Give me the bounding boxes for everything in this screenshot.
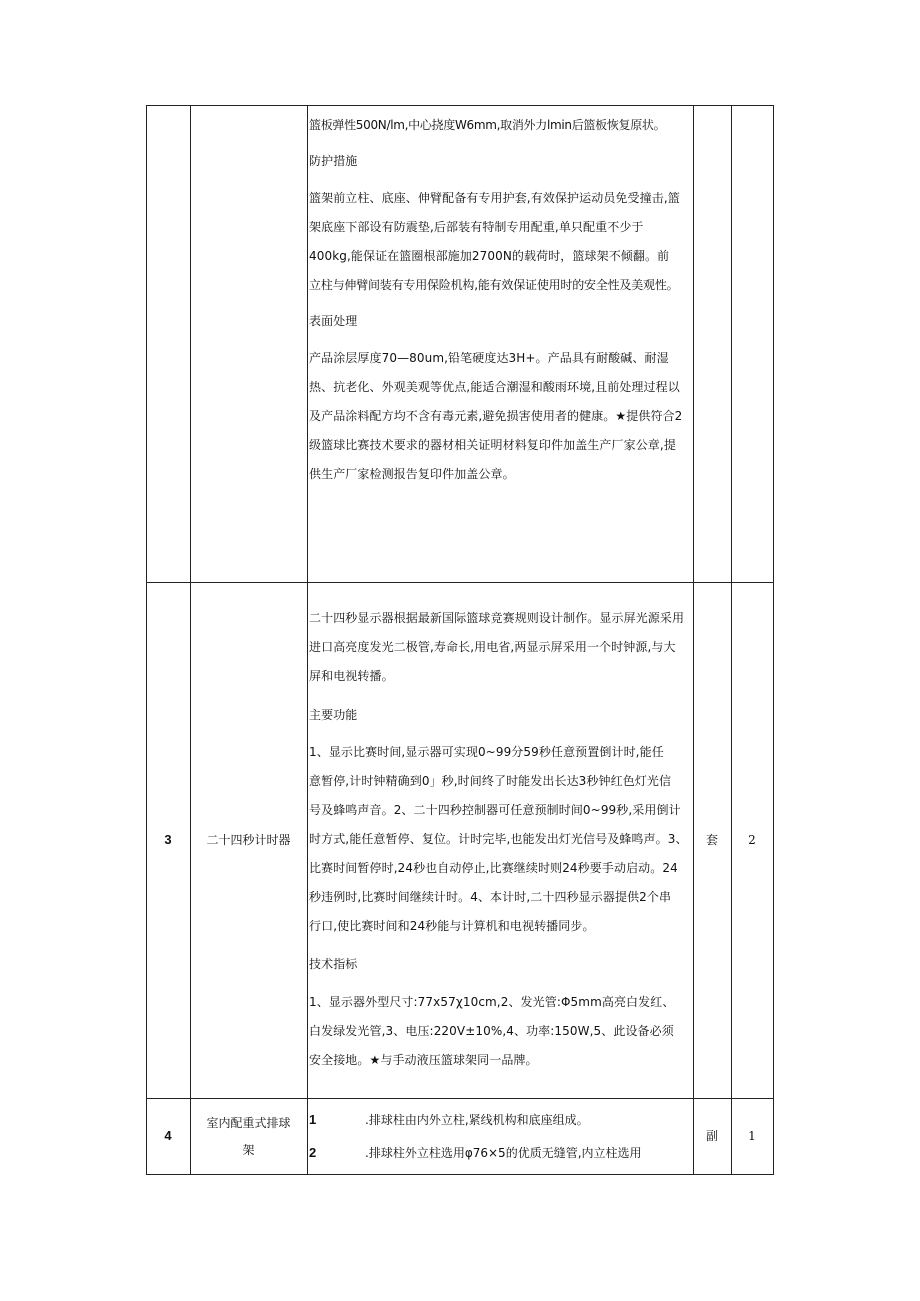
section-heading: 主要功能 — [309, 708, 358, 722]
section-heading: 表面处理 — [309, 314, 358, 328]
spec-line: 篮架前立柱、底座、伸臂配备有专用护套,有效保护运动员免受撞击,篮 — [309, 191, 680, 205]
spec-line: 进口高亮度发光二极管,寿命长,用电省,两显示屏采用一个时钟源,与大 — [309, 640, 676, 654]
col-border — [773, 105, 774, 1175]
spec-line: 立柱与伸臂间装有专用保险机构,能有效保证使用时的安全性及美观性。 — [309, 278, 679, 292]
row-number: 4 — [164, 1128, 172, 1143]
item-name: 二十四秒计时器 — [206, 833, 291, 847]
spec-line: 号及蜂鸣声音。2、二十四秒控制器可任意预制时间0~99秒,采用倒计 — [309, 803, 681, 817]
spec-line: 产品涂层厚度70—80um,铅笔硬度达3H+。产品具有耐酸碱、耐湿 — [309, 351, 669, 365]
spec-line: 供生产厂家检测报告复印件加盖公章。 — [309, 467, 515, 481]
spec-line: 行口,使比赛时间和24秒能与计算机和电视转播同步。 — [309, 919, 595, 933]
col-border — [190, 105, 191, 1175]
spec-line: 二十四秒显示器根据最新国际篮球竞赛规则设计制作。显示屏光源采用 — [309, 611, 685, 625]
row-divider — [146, 582, 774, 583]
spec-line: 白发绿发光管,3、电压:220V±10%,4、功率:150W,5、此设备必须 — [309, 1024, 674, 1038]
spec-line: 热、抗老化、外观美观等优点,能适合潮湿和酸雨环境,且前处理过程以 — [309, 380, 680, 394]
unit: 副 — [705, 1129, 718, 1143]
row-number: 3 — [164, 832, 172, 847]
list-item: .排球柱外立柱选用φ76×5的优质无缝管,内立柱选用 — [365, 1146, 642, 1160]
row-divider — [146, 1098, 774, 1099]
spec-line: 篮板弹性500N/lm,中心挠度W6mm,取消外力lmin后篮板恢复原状。 — [309, 118, 666, 132]
section-heading: 防护措施 — [309, 154, 358, 168]
spec-line: 屏和电视转播。 — [309, 669, 394, 683]
list-number: 1 — [309, 1112, 317, 1127]
spec-line: 1、显示器外型尺寸:77x57χ10cm,2、发光管:Φ5mm高亮白发红、 — [309, 995, 675, 1009]
spec-line: 级篮球比赛技术要求的器材相关证明材料复印件加盖生产厂家公章,提 — [309, 438, 676, 452]
table-bottom-border — [146, 1174, 774, 1175]
spec-line: 及产品涂料配方均不含有毒元素,避免损害使用者的健康。★提供符合2 — [309, 409, 683, 423]
col-border — [307, 105, 308, 1175]
section-heading: 技术指标 — [309, 957, 358, 971]
spec-line: 400kg,能保证在篮圈根部施加2700N的载荷时，篮球架不倾翻。前 — [309, 249, 670, 263]
quantity: 1 — [748, 1129, 756, 1143]
col-border — [731, 105, 732, 1175]
spec-line: 比赛时间暂停时,24秒也自动停止,比赛继续时则24秒要手动启动。24 — [309, 861, 678, 875]
list-item: .排球柱由内外立柱,紧线机构和底座组成。 — [365, 1113, 589, 1127]
spec-line: 秒违例时,比赛时间继续计时。4、本计时,二十四秒显示器提供2个串 — [309, 890, 672, 904]
spec-line: 安全接地。★与手动液压篮球架同一品牌。 — [309, 1053, 538, 1067]
item-name: 室内配重式排球 — [206, 1116, 291, 1130]
unit: 套 — [705, 833, 718, 847]
quantity: 2 — [748, 833, 756, 847]
spec-line: 1、显示比赛时间,显示器可实现0~99分59秒任意预置倒计时,能任 — [309, 745, 664, 759]
spec-line: 架底座下部设有防震垫,后部装有特制专用配重,单只配重不少于 — [309, 220, 644, 234]
spec-line: 时方式,能任意暂停、复位。计时完毕,也能发出灯光信号及蜂鸣声。3、 — [309, 832, 688, 846]
item-name-cont: 架 — [242, 1143, 255, 1157]
table-top-border — [146, 105, 774, 106]
list-number: 2 — [309, 1145, 317, 1160]
col-border — [146, 105, 147, 1175]
spec-line: 意暂停,计时钟精确到0」秒,时间终了时能发出长达3秒钟红色灯光信 — [309, 774, 672, 788]
